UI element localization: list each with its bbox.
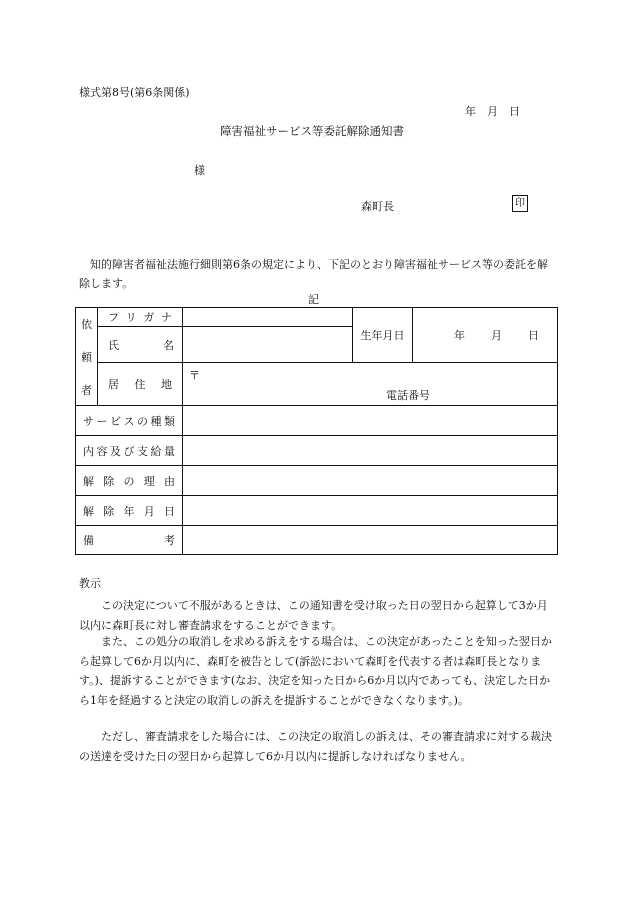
date-label-char: 年 [123, 504, 135, 518]
reason-label-char: 理 [143, 474, 155, 488]
reason-label-char: 由 [164, 474, 175, 488]
service-type-label-char: ー [96, 414, 108, 428]
service-type-label-char: サ [83, 414, 94, 428]
notice-paragraph-3: ただし、審査請求をした場合には、この決定の取消しの訴えは、その審査請求に対する裁決の送達を受けた日の翌日から起算して6か月以内に提訴しなければなりません。 [79, 730, 552, 763]
date-label-char: 月 [143, 504, 155, 518]
notice-heading: 教示 [79, 577, 101, 590]
content-label-char: 内 [83, 444, 94, 458]
service-type-label-char: 類 [164, 414, 175, 428]
content-label-char: 給 [150, 444, 162, 458]
remarks-label-cell [76, 526, 183, 555]
birth-year-label: 年 [454, 329, 465, 342]
postal-mark: 〒 [189, 369, 200, 382]
date-label-char: 除 [103, 504, 115, 518]
applicant-label-char: 依 [81, 317, 92, 331]
document-title: 障害福祉サービス等委託解除通知書 [220, 124, 404, 138]
birth-day-label: 日 [528, 329, 539, 342]
remarks-field[interactable] [183, 526, 558, 555]
form-number: 様式第8号(第6条関係) [79, 86, 190, 99]
ki-heading: 記 [308, 293, 319, 306]
reason-label-cell [76, 466, 183, 496]
content-field[interactable] [183, 436, 558, 466]
birth-month-label: 月 [491, 329, 502, 342]
content-label-char: 容 [96, 444, 108, 458]
service-type-label-char: の [137, 414, 148, 428]
furigana-field[interactable] [183, 308, 353, 327]
reason-label-char: の [123, 474, 135, 488]
applicant-label-char: 者 [81, 383, 92, 397]
address-label-char: 地 [161, 378, 172, 391]
name-label-char: 名 [163, 338, 174, 352]
form-table [75, 307, 558, 555]
content-label-char: 及 [110, 444, 121, 458]
service-type-label-char: ス [123, 414, 135, 428]
issue-date-line: 年 月 日 [465, 105, 520, 118]
reason-field[interactable] [183, 466, 558, 496]
reason-label-char: 除 [103, 474, 115, 488]
name-label-cell [98, 327, 183, 363]
applicant-label-cell [76, 308, 98, 406]
service-type-label-char: ビ [110, 414, 121, 428]
service-type-label-char: 種 [150, 414, 162, 428]
remarks-label-char: 備 [83, 534, 94, 547]
remarks-label-char: 考 [164, 534, 175, 547]
notice-paragraph-2: また、この処分の取消しを求める訴えをする場合は、この決定があったことを知った翌日から起算して6か月以内に、森町を被告として(訴訟において森町を代表する者は森町長となります。)、提訴することができます(なお、決定を知った日から6か月以内であっても、決定した日から1年を経過すると決定の取消しの訴えを提訴することができなくなります。)。 [79, 635, 552, 707]
address-label-cell [98, 363, 183, 406]
content-label-char: 支 [137, 444, 148, 458]
date-label-char: 日 [164, 504, 175, 518]
address-field[interactable] [183, 363, 558, 406]
name-label-char: 氏 [108, 338, 119, 352]
date-field[interactable] [183, 496, 558, 526]
seal-mark: 印 [512, 195, 528, 212]
content-label-cell [76, 436, 183, 466]
name-field[interactable] [183, 327, 353, 363]
address-label-char: 居 [108, 378, 119, 391]
birth-label-cell [353, 308, 413, 363]
issuer-name: 森町長 [361, 200, 394, 213]
content-label-char: 量 [164, 444, 175, 458]
reason-label-char: 解 [83, 474, 94, 488]
service-type-label-cell [76, 406, 183, 436]
furigana-label-char: フ [108, 311, 119, 324]
content-label-char: び [123, 444, 135, 458]
furigana-label-char: ガ [143, 311, 155, 324]
date-label-cell [76, 496, 183, 526]
date-label-char: 解 [83, 504, 94, 518]
birth-date-field[interactable] [413, 308, 558, 363]
service-type-field[interactable] [183, 406, 558, 436]
furigana-label-char: リ [125, 311, 137, 324]
applicant-label-char: 頼 [81, 350, 92, 364]
recipient-suffix: 様 [194, 164, 205, 177]
phone-label: 電話番号 [386, 389, 430, 402]
notice-paragraph-1: この決定について不服があるときは、この通知書を受け取った日の翌日から起算して3か月以内に森町長に対し審査請求をすることができます。 [79, 599, 548, 632]
address-label-char: 住 [134, 378, 146, 391]
birth-label: 生年月日 [360, 329, 405, 342]
furigana-label-char: ナ [160, 311, 172, 324]
furigana-label-cell [98, 308, 183, 327]
body-text: 知的障害者福祉法施行細則第6条の規定により、下記のとおり障害福祉サービス等の委託を解除します。 [79, 258, 548, 290]
